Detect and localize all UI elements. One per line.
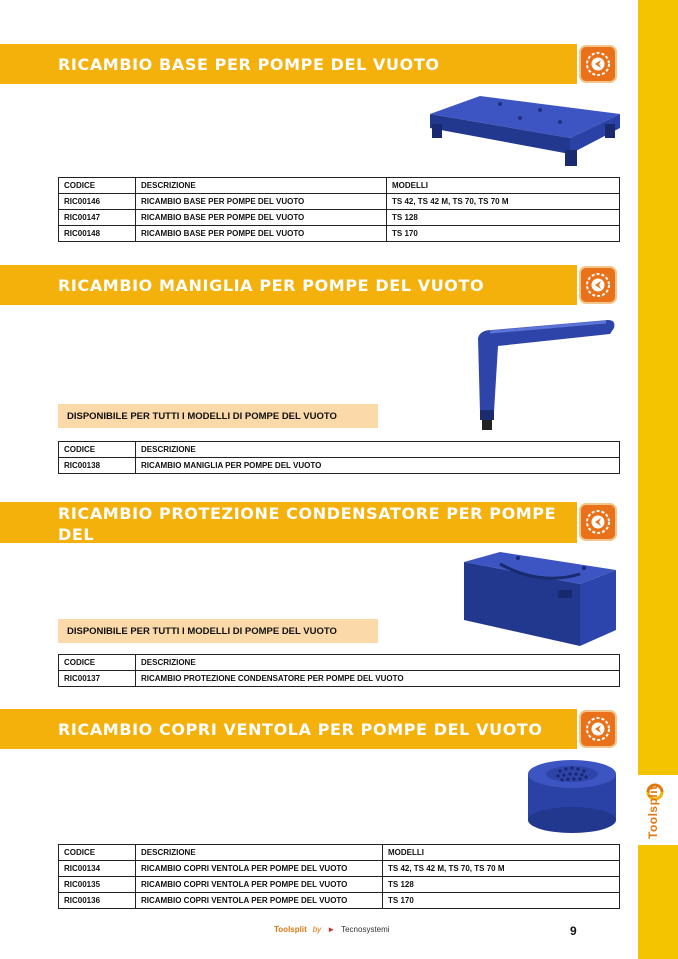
base-product-image xyxy=(420,92,620,172)
section-title-band xyxy=(0,502,577,565)
table-row xyxy=(59,210,620,226)
cell-models: TS 128 xyxy=(383,877,620,893)
table-header-row xyxy=(59,845,620,861)
section-title: RICAMBIO PROTEZIONE CONDENSATORE PER POMPE DEL VUOTO xyxy=(58,504,557,565)
condenser-guard-product-image xyxy=(460,550,620,650)
availability-note xyxy=(58,404,378,428)
cell-models: TS 170 xyxy=(383,893,620,909)
section-title-band xyxy=(0,709,577,749)
cell-desc: RICAMBIO BASE PER POMPE DEL VUOTO xyxy=(136,194,387,210)
tool-icon xyxy=(585,51,611,77)
availability-note xyxy=(58,619,378,643)
header-descrizione: DESCRIZIONE xyxy=(136,655,620,671)
cell-desc: RICAMBIO COPRI VENTOLA PER POMPE DEL VUOTO xyxy=(136,861,383,877)
handle-product-image xyxy=(460,312,620,434)
header-descrizione: DESCRIZIONE xyxy=(136,442,620,458)
fan-cover-product-image xyxy=(524,756,620,836)
header-codice: CODICE xyxy=(59,845,136,861)
header-codice: CODICE xyxy=(59,442,136,458)
cell-models: TS 170 xyxy=(387,226,620,242)
tool-icon xyxy=(585,716,611,742)
cell-models: TS 42, TS 42 M, TS 70, TS 70 M xyxy=(383,861,620,877)
header-codice: CODICE xyxy=(59,655,136,671)
cell-code: RIC00136 xyxy=(59,893,136,909)
spec-table xyxy=(58,654,620,687)
spec-table xyxy=(58,844,620,909)
toolsplit-badge xyxy=(579,710,617,748)
cell-code: RIC00134 xyxy=(59,861,136,877)
spec-table xyxy=(58,441,620,474)
cell-desc: RICAMBIO COPRI VENTOLA PER POMPE DEL VUOTO xyxy=(136,893,383,909)
page-number: 9 xyxy=(570,924,577,938)
table-row xyxy=(59,671,620,687)
cell-desc: RICAMBIO BASE PER POMPE DEL VUOTO xyxy=(136,226,387,242)
header-descrizione: DESCRIZIONE xyxy=(136,845,383,861)
section-title: RICAMBIO BASE PER POMPE DEL VUOTO xyxy=(58,54,440,74)
sidebar-logo xyxy=(638,775,678,845)
spec-table xyxy=(58,177,620,242)
cell-desc: RICAMBIO BASE PER POMPE DEL VUOTO xyxy=(136,210,387,226)
table-row xyxy=(59,226,620,242)
table-header-row xyxy=(59,442,620,458)
toolsplit-badge xyxy=(579,503,617,541)
table-row xyxy=(59,877,620,893)
table-row xyxy=(59,458,620,474)
cell-models: TS 128 xyxy=(387,210,620,226)
toolsplit-badge xyxy=(579,45,617,83)
cell-desc: RICAMBIO PROTEZIONE CONDENSATORE PER POMPE DEL VUOTO xyxy=(136,671,620,687)
footer-by: by xyxy=(312,925,322,934)
note-text: DISPONIBILE PER TUTTI I MODELLI DI POMPE DEL VUOTO xyxy=(67,410,337,422)
cell-code: RIC00138 xyxy=(59,458,136,474)
toolsplit-badge xyxy=(579,266,617,304)
header-codice: CODICE xyxy=(59,178,136,194)
cell-code: RIC00148 xyxy=(59,226,136,242)
table-row xyxy=(59,194,620,210)
tecnosystemi-logo-icon: ► xyxy=(327,925,336,934)
section-title-band xyxy=(0,44,577,84)
cell-models: TS 42, TS 42 M, TS 70, TS 70 M xyxy=(387,194,620,210)
footer-toolsplit-logo: Toolsplit xyxy=(274,925,307,934)
header-modelli: MODELLI xyxy=(383,845,620,861)
table-row xyxy=(59,893,620,909)
table-header-row xyxy=(59,655,620,671)
footer-tecnosystemi-logo: Tecnosystemi xyxy=(341,925,390,934)
note-text: DISPONIBILE PER TUTTI I MODELLI DI POMPE DEL VUOTO xyxy=(67,625,337,637)
section-title: RICAMBIO MANIGLIA PER POMPE DEL VUOTO xyxy=(58,275,485,295)
cell-desc: RICAMBIO MANIGLIA PER POMPE DEL VUOTO xyxy=(136,458,620,474)
cell-code: RIC00147 xyxy=(59,210,136,226)
cell-code: RIC00137 xyxy=(59,671,136,687)
sidebar-brand: Toolsplit xyxy=(646,785,660,839)
cell-code: RIC00135 xyxy=(59,877,136,893)
footer-brand xyxy=(274,925,390,934)
section-title-band xyxy=(0,265,577,305)
cell-code: RIC00146 xyxy=(59,194,136,210)
table-header-row xyxy=(59,178,620,194)
header-modelli: MODELLI xyxy=(387,178,620,194)
tool-icon xyxy=(585,509,611,535)
tool-icon xyxy=(585,272,611,298)
header-descrizione: DESCRIZIONE xyxy=(136,178,387,194)
table-row xyxy=(59,861,620,877)
cell-desc: RICAMBIO COPRI VENTOLA PER POMPE DEL VUOTO xyxy=(136,877,383,893)
section-title: RICAMBIO COPRI VENTOLA PER POMPE DEL VUOTO xyxy=(58,719,543,739)
